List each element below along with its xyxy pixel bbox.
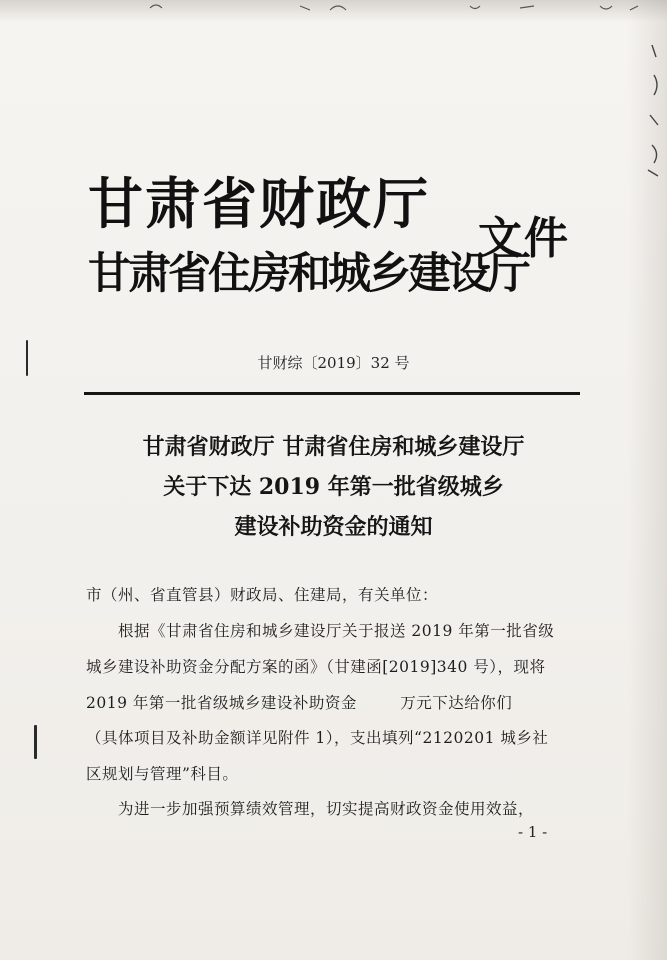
document-number: 甘财综〔2019〕32 号 [257, 354, 410, 372]
body-line: （具体项目及补助金额详见附件 1），支出填列“2120201 城乡社 [86, 729, 549, 747]
body-line: 为进一步加强预算绩效管理，切实提高财政资金使用效益， [118, 800, 535, 818]
document-title-line-1: 甘肃省财政厅 甘肃省住房和城乡建设厅 [142, 434, 525, 460]
header-divider [84, 392, 580, 395]
right-edge-handwriting-marks [640, 30, 667, 200]
document-title-line-2: 关于下达 2019 年第一批省级城乡 [163, 474, 504, 500]
document-type-label: 文件 [478, 213, 570, 264]
issuer-name-housing: 甘肃省住房和城乡建设厅 [88, 249, 528, 299]
body-line: 根据《甘肃省住房和城乡建设厅关于报送 2019 年第一批省级 [118, 622, 555, 640]
body-line: 城乡建设补助资金分配方案的函》（甘建函[2019]340 号），现将 [86, 658, 546, 676]
page-number: - 1 - [518, 823, 548, 841]
salutation: 市（州、省直管县）财政局、住建局，有关单位： [86, 586, 439, 604]
body-line: 区规划与管理”科目。 [86, 765, 239, 783]
top-edge-handwriting-marks [0, 0, 667, 30]
body-line: 2019 年第一批省级城乡建设补助资金 万元下达给你们 [86, 694, 513, 712]
left-margin-mark [34, 725, 37, 759]
issuer-name-finance: 甘肃省财政厅 [88, 172, 431, 236]
document-title-line-3: 建设补助资金的通知 [234, 514, 433, 540]
